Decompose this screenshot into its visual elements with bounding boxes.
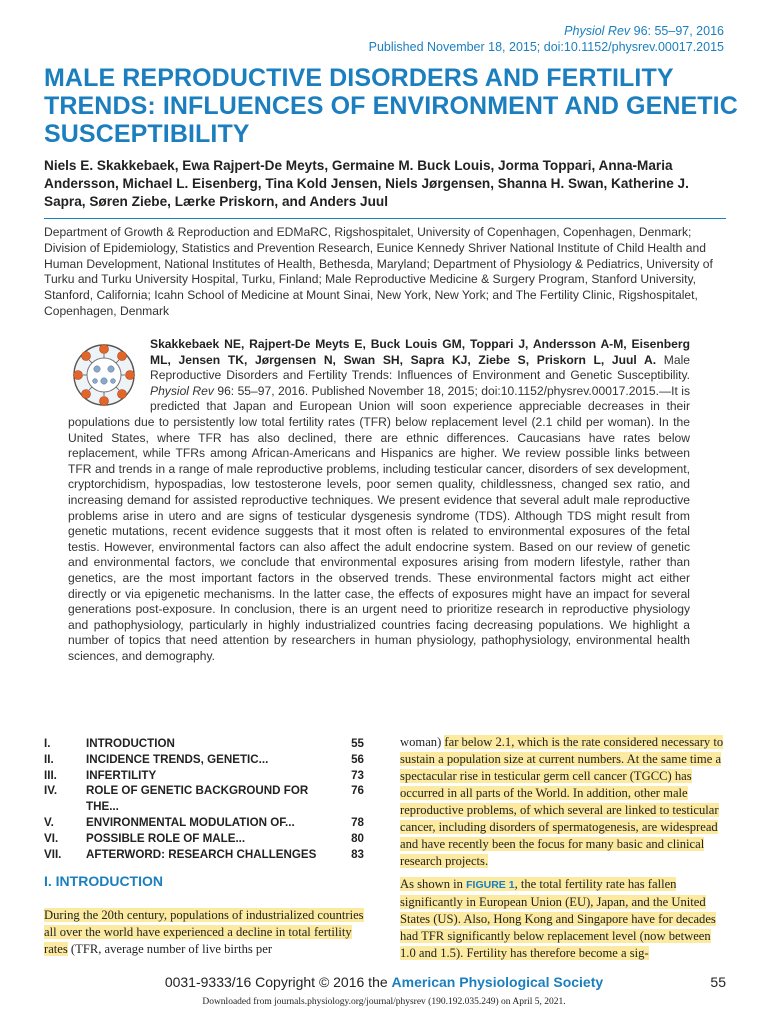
figure-1-link[interactable]: FIGURE 1 xyxy=(466,879,515,891)
abstract-citation-journal: Physiol Rev xyxy=(150,383,214,398)
published-doi[interactable]: Published November 18, 2015; doi:10.1152/physrev.00017.2015 xyxy=(368,40,724,54)
highlighted-text: During the 20th century, populations of industrialized countries all over the world have experienced a decline in total fertility rates xyxy=(44,908,364,956)
toc-item[interactable]: IV. ROLE OF GENETIC BACKGROUND FOR THE... 76 xyxy=(44,784,364,814)
body-text: , the total fertility rate has fallen significantly in European Union (EU), Japan, and the United States (US). Also, Hong Kong and Singapore have for decades had TFR significantly below replacement level (now between 1.0 and 1.5). Fertility has therefore become a sig- xyxy=(400,877,716,960)
journal-name: Physiol Rev xyxy=(564,24,631,38)
article-title: MALE REPRODUCTIVE DISORDERS AND FERTILITY TRENDS: INFLUENCES OF ENVIRONMENT AND GENETIC SUSCEPTIBILITY xyxy=(44,64,738,148)
author-list: Niels E. Skakkebaek, Ewa Rajpert-De Meyts, Germaine M. Buck Louis, Jorma Toppari, Anna-Maria Andersson, Michael L. Eisenberg, Tina Kold Jensen, Niels Jørgensen, Shanna H. Swan, Katherine J. Sapra, Søren Ziebe, Lærke Priskorn, and Anders Juul xyxy=(44,158,689,209)
divider xyxy=(44,218,726,219)
download-notice: Downloaded from journals.physiology.org/journal/physrev (190.192.035.249) on April 5, 2021. xyxy=(202,997,566,1007)
intro-paragraph-left xyxy=(44,907,364,958)
intro-paragraph-right-1 xyxy=(400,734,726,870)
toc-item[interactable]: V. ENVIRONMENTAL MODULATION OF... 78 xyxy=(44,815,364,829)
cell-diagram-icon xyxy=(68,339,140,411)
abstract xyxy=(68,337,690,664)
toc-item[interactable]: VII. AFTERWORD: RESEARCH CHALLENGES 83 xyxy=(44,847,364,861)
body-text: woman) xyxy=(400,735,445,749)
toc-item[interactable]: I. INTRODUCTION 55 xyxy=(44,737,364,750)
toc-item[interactable]: II. INCIDENCE TRENDS, GENETIC... 56 xyxy=(44,752,364,766)
abstract-body: It is predicted that Japan and European Union will soon experience appreciable decreases in their populations due to persistently low total fertility rates (TFR) below replacement level (2.1 child per woman). In the United States, where TFR has also declined, there are ethnic differences. Caucasians have rates below replacement, while TFRs among African-Americans and Hispanics are higher. We review possible links between TFR and trends in a range of male reproductive problems, including testicular cancer, disorders of sex development, cryptorchidism, hypospadias, low testosterone levels, poor semen quality, childlessness, changed sex ratio, and increasing demand for assisted reproductive techniques. We present evidence that several adult male reproductive problems arise in utero and are signs of testicular dysgenesis syndrome (TDS). Although TDS might result from genetic mutations, recent evidence suggests that it most often is related to environmental exposures of the fetal testis. However, environmental factors can also affect the adult endocrine system. Based on our review of genetic and environmental factors, we conclude that environmental exposures arising from modern lifestyle, rather than genetics, are the most important factors in the observed trends. These environmental factors might act either directly or via epigenetic mechanisms. In the latter case, the effects of exposures might have an impact for several generations post-exposure. In conclusion, there is an urgent need to prioritize research in reproductive physiology and pathophysiology, particularly in highly industrialized countries facing decreasing populations. We highlight a number of topics that need attention by researchers in human physiology, pathophysiology, environmental health sciences, and demography. xyxy=(68,383,690,663)
abstract-citation-doi: 96: 55–97, 2016. Published November 18, 2015; doi:10.1152/physrev.00017.2015.— xyxy=(213,383,672,398)
journal-volume: 96: 55–97, 2016 xyxy=(630,24,724,38)
body-text: As shown in xyxy=(400,877,467,891)
copyright-text: 0031-9333/16 Copyright © 2016 the xyxy=(164,974,392,990)
abstract-citation-authors: Skakkebaek NE, Rajpert-De Meyts E, Buck Louis GM, Toppari J, Andersson A-M, Eisenberg ML, Jensen TK, Jørgensen N, Swan SH, Sapra KJ, Ziebe S, Priskorn L, Juul A. xyxy=(150,337,690,367)
intro-paragraph-right-2 xyxy=(400,876,726,962)
table-of-contents xyxy=(44,736,364,862)
page-number: 55 xyxy=(710,974,726,990)
copyright-footer xyxy=(0,974,768,990)
toc-item[interactable]: VI. POSSIBLE ROLE OF MALE... 80 xyxy=(44,831,364,845)
journal-citation xyxy=(369,23,724,55)
society-name: American Physiological Society xyxy=(391,974,604,990)
highlighted-text: far below 2.1, which is the rate considered necessary to sustain a population size at current numbers. At the same time a spectacular rise in testicular germ cell cancer (TGCC) has occurred in all parts of the World. In addition, other male reproductive problems, of which several are linked to testicular cancer, including disorders of spermatogenesis, are widespread and have recently been the focus for many basic and clinical research projects. xyxy=(400,735,724,868)
abstract-citation-title: Male Reproductive Disorders and Fertility Trends: Influences of Environment and Genetic Susceptibility. xyxy=(150,352,690,383)
body-text: (TFR, average number of live births per xyxy=(67,942,273,956)
toc-item[interactable]: III. INFERTILITY 73 xyxy=(44,768,364,782)
affiliations: Department of Growth & Reproduction and EDMaRC, Rigshospitalet, University of Copenhagen, Copenhagen, Denmark; Division of Epidemiology, Statistics and Prevention Research, Eunice Kennedy Shriver National Institute of Child Health and Human Development, National Institutes of Health, Bethesda, Maryland; Department of Physiology & Pediatrics, University of Turku and Turku University Hospital, Turku, Finland; Male Reproductive Medicine & Surgery Program, Stanford University, Stanford, California; Icahn School of Medicine at Mount Sinai, New York, New York; and The Fertility Clinic, Rigshospitalet, Copenhagen, Denmark xyxy=(44,225,713,318)
section-heading: I. INTRODUCTION xyxy=(44,873,163,889)
